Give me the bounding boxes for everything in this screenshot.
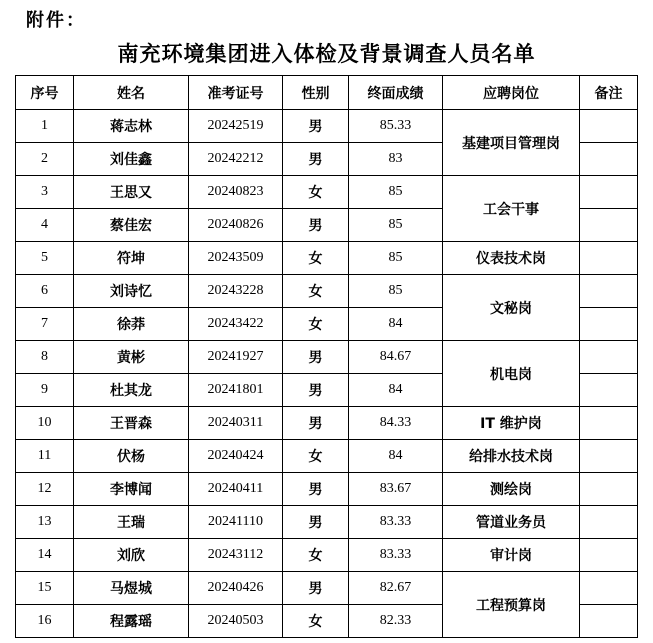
table-row <box>16 473 638 506</box>
cell-gender: 女 <box>283 440 349 473</box>
header-score: 终面成绩 <box>349 76 443 110</box>
header-remark: 备注 <box>580 76 638 110</box>
cell-exam-no: 20241927 <box>189 341 283 374</box>
cell-score: 85 <box>349 242 443 275</box>
cell-gender: 女 <box>283 275 349 308</box>
cell-name: 黄彬 <box>74 341 189 374</box>
cell-gender: 女 <box>283 539 349 572</box>
cell-name: 程露瑶 <box>74 605 189 638</box>
cell-exam-no: 20243112 <box>189 539 283 572</box>
header-exam-no: 准考证号 <box>189 76 283 110</box>
cell-gender: 男 <box>283 110 349 143</box>
cell-position: 仪表技术岗 <box>443 242 580 275</box>
cell-no: 14 <box>16 539 74 572</box>
cell-gender: 男 <box>283 572 349 605</box>
cell-no: 2 <box>16 143 74 176</box>
cell-gender: 女 <box>283 242 349 275</box>
cell-name: 杜其龙 <box>74 374 189 407</box>
cell-gender: 男 <box>283 407 349 440</box>
cell-gender: 男 <box>283 374 349 407</box>
cell-name: 蒋志林 <box>74 110 189 143</box>
cell-gender: 男 <box>283 341 349 374</box>
cell-remark <box>580 407 638 440</box>
cell-no: 3 <box>16 176 74 209</box>
header-name: 姓名 <box>74 76 189 110</box>
table-row <box>16 341 638 374</box>
cell-score: 84.33 <box>349 407 443 440</box>
cell-score: 85 <box>349 176 443 209</box>
attachment-label: 附件： <box>26 10 86 31</box>
cell-no: 8 <box>16 341 74 374</box>
cell-exam-no: 20240426 <box>189 572 283 605</box>
cell-score: 83.33 <box>349 506 443 539</box>
cell-no: 6 <box>16 275 74 308</box>
table-row <box>16 110 638 143</box>
cell-name: 王瑞 <box>74 506 189 539</box>
cell-exam-no: 20240823 <box>189 176 283 209</box>
cell-exam-no: 20240411 <box>189 473 283 506</box>
cell-no: 16 <box>16 605 74 638</box>
cell-score: 82.33 <box>349 605 443 638</box>
cell-exam-no: 20243422 <box>189 308 283 341</box>
table-header-row <box>16 76 638 110</box>
cell-remark <box>580 341 638 374</box>
cell-name: 马煜城 <box>74 572 189 605</box>
cell-exam-no: 20240503 <box>189 605 283 638</box>
cell-position: IT 维护岗 <box>443 407 580 440</box>
cell-name: 刘佳鑫 <box>74 143 189 176</box>
table-row <box>16 440 638 473</box>
header-gender: 性别 <box>283 76 349 110</box>
cell-exam-no: 20240311 <box>189 407 283 440</box>
cell-score: 82.67 <box>349 572 443 605</box>
cell-gender: 男 <box>283 506 349 539</box>
cell-name: 符坤 <box>74 242 189 275</box>
cell-remark <box>580 572 638 605</box>
cell-no: 11 <box>16 440 74 473</box>
cell-gender: 女 <box>283 176 349 209</box>
cell-score: 85 <box>349 209 443 242</box>
cell-remark <box>580 605 638 638</box>
cell-remark <box>580 440 638 473</box>
cell-name: 蔡佳宏 <box>74 209 189 242</box>
header-no: 序号 <box>16 76 74 110</box>
cell-remark <box>580 143 638 176</box>
cell-score: 84 <box>349 440 443 473</box>
cell-no: 9 <box>16 374 74 407</box>
cell-position: 机电岗 <box>443 341 580 407</box>
table-row <box>16 407 638 440</box>
cell-gender: 男 <box>283 209 349 242</box>
cell-name: 王思又 <box>74 176 189 209</box>
cell-score: 83 <box>349 143 443 176</box>
cell-name: 伏杨 <box>74 440 189 473</box>
cell-no: 1 <box>16 110 74 143</box>
cell-position: 基建项目管理岗 <box>443 110 580 176</box>
table-row <box>16 242 638 275</box>
cell-remark <box>580 110 638 143</box>
cell-score: 84.67 <box>349 341 443 374</box>
cell-no: 7 <box>16 308 74 341</box>
table-row <box>16 539 638 572</box>
cell-remark <box>580 308 638 341</box>
document-title: 南充环境集团进入体检及背景调查人员名单 <box>117 42 536 66</box>
cell-no: 4 <box>16 209 74 242</box>
cell-no: 12 <box>16 473 74 506</box>
cell-remark <box>580 374 638 407</box>
table-row <box>16 275 638 308</box>
cell-remark <box>580 242 638 275</box>
cell-remark <box>580 506 638 539</box>
table-row <box>16 176 638 209</box>
cell-no: 15 <box>16 572 74 605</box>
cell-no: 10 <box>16 407 74 440</box>
cell-score: 85.33 <box>349 110 443 143</box>
table-row <box>16 572 638 605</box>
cell-name: 王晋森 <box>74 407 189 440</box>
cell-remark <box>580 473 638 506</box>
cell-no: 13 <box>16 506 74 539</box>
cell-exam-no: 20242519 <box>189 110 283 143</box>
cell-name: 刘诗忆 <box>74 275 189 308</box>
cell-exam-no: 20240826 <box>189 209 283 242</box>
cell-position: 工程预算岗 <box>443 572 580 638</box>
cell-position: 给排水技术岗 <box>443 440 580 473</box>
candidate-table <box>15 75 638 638</box>
cell-remark <box>580 176 638 209</box>
table-row <box>16 506 638 539</box>
cell-score: 83.67 <box>349 473 443 506</box>
cell-gender: 男 <box>283 473 349 506</box>
cell-name: 刘欣 <box>74 539 189 572</box>
cell-position: 审计岗 <box>443 539 580 572</box>
cell-score: 84 <box>349 308 443 341</box>
cell-remark <box>580 539 638 572</box>
header-position: 应聘岗位 <box>443 76 580 110</box>
table-body <box>16 110 638 638</box>
cell-score: 83.33 <box>349 539 443 572</box>
cell-gender: 男 <box>283 143 349 176</box>
cell-score: 85 <box>349 275 443 308</box>
cell-exam-no: 20243228 <box>189 275 283 308</box>
cell-no: 5 <box>16 242 74 275</box>
cell-score: 84 <box>349 374 443 407</box>
cell-position: 测绘岗 <box>443 473 580 506</box>
cell-position: 工会干事 <box>443 176 580 242</box>
cell-gender: 女 <box>283 308 349 341</box>
cell-exam-no: 20240424 <box>189 440 283 473</box>
cell-exam-no: 20242212 <box>189 143 283 176</box>
cell-exam-no: 20243509 <box>189 242 283 275</box>
cell-gender: 女 <box>283 605 349 638</box>
cell-position: 文秘岗 <box>443 275 580 341</box>
cell-remark <box>580 209 638 242</box>
cell-position: 管道业务员 <box>443 506 580 539</box>
cell-exam-no: 20241110 <box>189 506 283 539</box>
cell-name: 李博闻 <box>74 473 189 506</box>
cell-remark <box>580 275 638 308</box>
cell-exam-no: 20241801 <box>189 374 283 407</box>
cell-name: 徐莽 <box>74 308 189 341</box>
